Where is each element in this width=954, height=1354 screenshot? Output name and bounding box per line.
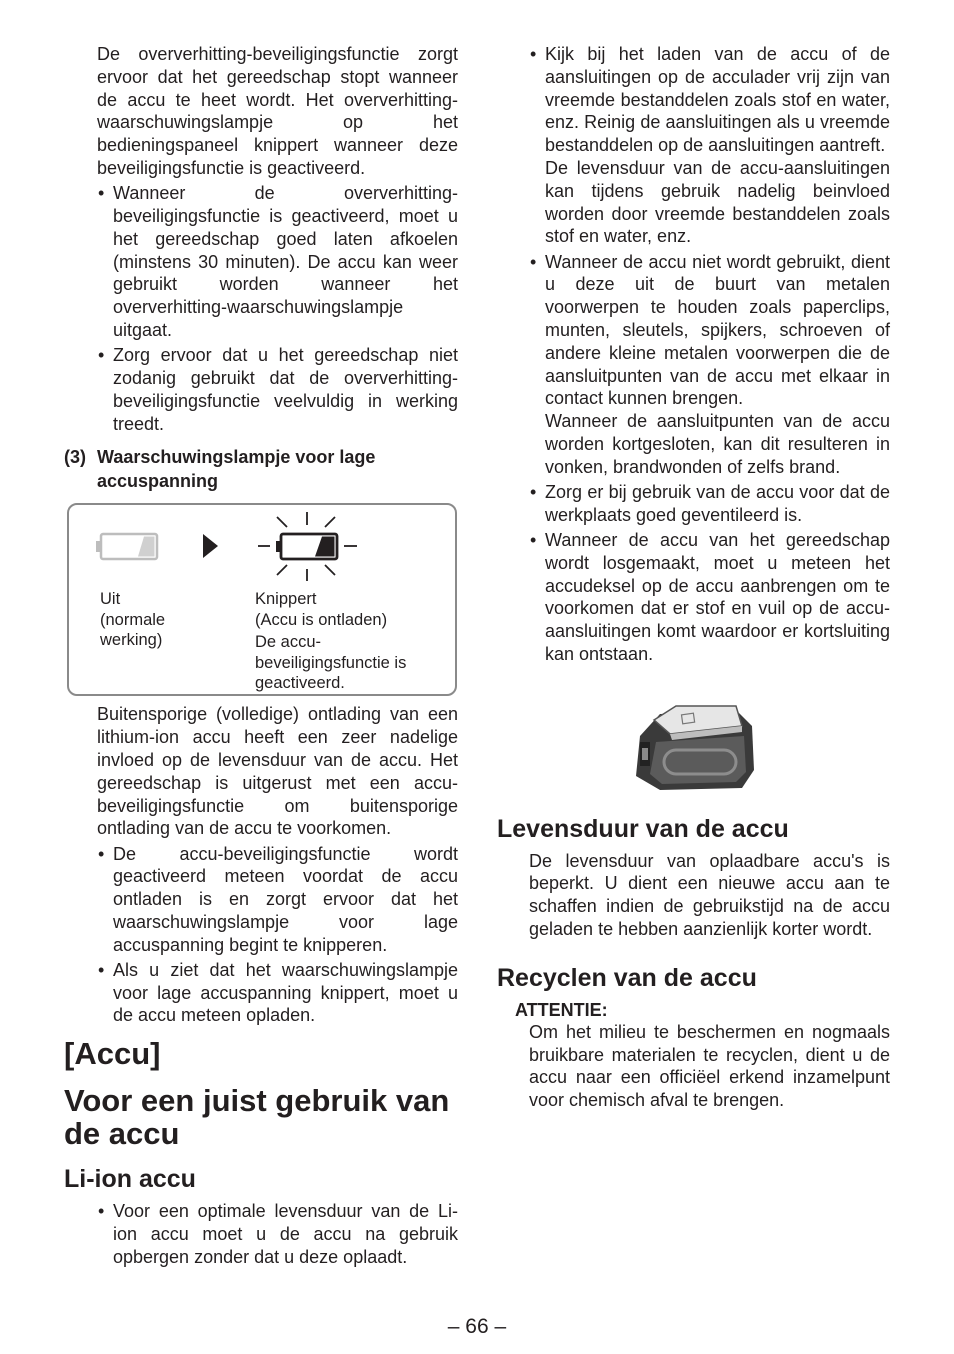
attention-label: ATTENTIE: — [515, 999, 608, 1020]
blink-rays-icon — [258, 512, 357, 581]
terminals-text: Kijk bij het laden van de accu of de aansluitingen op de acculader vrij zijn van vreemde bestanddelen zoals stof en water, enz. Reinig de aansluitingen als u vreemde bestanddelen op de aansluitingen aantreft. — [545, 44, 890, 156]
battery-off-icon — [96, 534, 157, 559]
blink-label: Knippert (Accu is ontladen) — [255, 590, 388, 629]
section-3-number: (3) — [64, 447, 86, 468]
low-voltage-indicator-figure — [67, 503, 457, 696]
discharge-paragraph: Buitensporige (volledige) ontlading van een lithium-ion accu heeft een zeer nadelige invloed op de levensduur van de accu. Het gereedschap is uitgerust met een accu-beveiligingsfunctie om buitensporige ontlading van de accu te voorkomen. — [97, 704, 458, 839]
battery-cover-bullet: • Wanneer de accu van het gereedschap wordt losgemaakt, moet u meteen het accudeksel op de accu aanbrengen om te voorkomen dat er stof en vuil op de accu-aansluitingen komt waardoor er kortsluiting kan ontstaan. — [497, 529, 890, 666]
terminals-continuation: De levensduur van de accu-aansluitingen kan tijdens gebruik nadelig beinvloed worden door vreemde bestanddelen zoals stof en water, enz. — [545, 157, 890, 247]
off-label: Uit (normale werking) — [100, 590, 166, 650]
li-ion-bullet-storage: • Voor een optimale levensduur van de Li-ion accu moet u de accu na gebruik opbergen zonder dat u deze oplaadt. — [64, 1200, 458, 1268]
overheat-bullet-usage: • Zorg ervoor dat u het gereedschap niet zodanig gebruikt dat de oververhitting-beveiligingsfunctie veelvuldig in werking treedt. — [64, 344, 458, 435]
recycling-heading: Recyclen van de accu — [497, 963, 757, 992]
li-ion-heading: Li-ion accu — [64, 1165, 196, 1194]
section-3-title: Waarschuwingslampje voor lage accuspanning — [97, 447, 376, 492]
discharge-bullet-recharge: • Als u ziet dat het waarschuwingslampje voor lage accuspanning knippert, moet u de accu meteen opladen. — [64, 959, 458, 1027]
recycling-paragraph: Om het milieu te beschermen en nogmaals bruikbare materialen te recyclen, dient u de accu naar een officiëel erkend inzamelpunt voor chemisch afval te brengen. — [529, 1021, 890, 1111]
discharge-bullet-activation: • De accu-beveiligingsfunctie wordt geactiveerd meteen voordat de accu ontladen is en zorgt ervoor dat het waarschuwingslampje voor lage accuspanning begint te knipperen. — [64, 843, 458, 957]
accu-heading: [Accu] — [64, 1036, 161, 1072]
arrow-right-icon — [203, 534, 218, 558]
correct-use-heading: Voor een juist gebruik van de accu — [64, 1083, 450, 1152]
overheat-paragraph: De oververhitting-beveiligingsfunctie zorgt ervoor dat het gereedschap stopt wanneer de accu te heet wordt. Het oververhitting-waarschuwingslampje op het bedieningspaneel knippert wanneer deze beveiligingsfunctie is geactiveerd. — [97, 44, 458, 178]
blink-note: De accu- beveiligingsfunctie is geactiveerd. — [255, 633, 407, 693]
battery-blinking-icon — [276, 534, 337, 559]
battery-pack-image — [626, 702, 758, 798]
lifespan-heading: Levensduur van de accu — [497, 814, 789, 843]
metal-objects-bullet — [497, 251, 890, 479]
terminals-bullet — [497, 43, 890, 248]
right-column — [497, 43, 890, 1112]
metal-objects-text: Wanneer de accu niet wordt gebruikt, dient u deze uit de buurt van metalen voorwerpen te houden zoals paperclips, munten, sleutels, spijkers, schroeven of andere kleine metalen voorwerpen die de aansluitpunten van de accu met elkaar in contact kunnen brengen. — [545, 251, 890, 409]
metal-objects-continuation: Wanneer de aansluitpunten van de accu worden kortgesloten, kan dit resulteren in vonken, brandwonden of zelfs brand. — [545, 411, 890, 477]
lifespan-paragraph: De levensduur van oplaadbare accu's is beperkt. U dient een nieuwe accu aan te schaffen indien de gebruikstijd na de accu geladen te hebben aanzienlijk korter wordt. — [529, 850, 890, 940]
ventilation-bullet: • Zorg er bij gebruik van de accu voor dat de werkplaats goed geventileerd is. — [497, 481, 890, 527]
overheat-bullet-cooling: • Wanneer de oververhitting-beveiligingsfunctie is geactiveerd, moet u het gereedschap goed laten afkoelen (minstens 30 minuten). De accu kan weer gebruikt worden wanneer het oververhitting-waarschuwingslampje uitgaat. — [64, 182, 458, 342]
page-number: – 66 – — [447, 1315, 507, 1338]
left-column — [64, 43, 458, 1269]
section-3-heading — [64, 445, 458, 493]
